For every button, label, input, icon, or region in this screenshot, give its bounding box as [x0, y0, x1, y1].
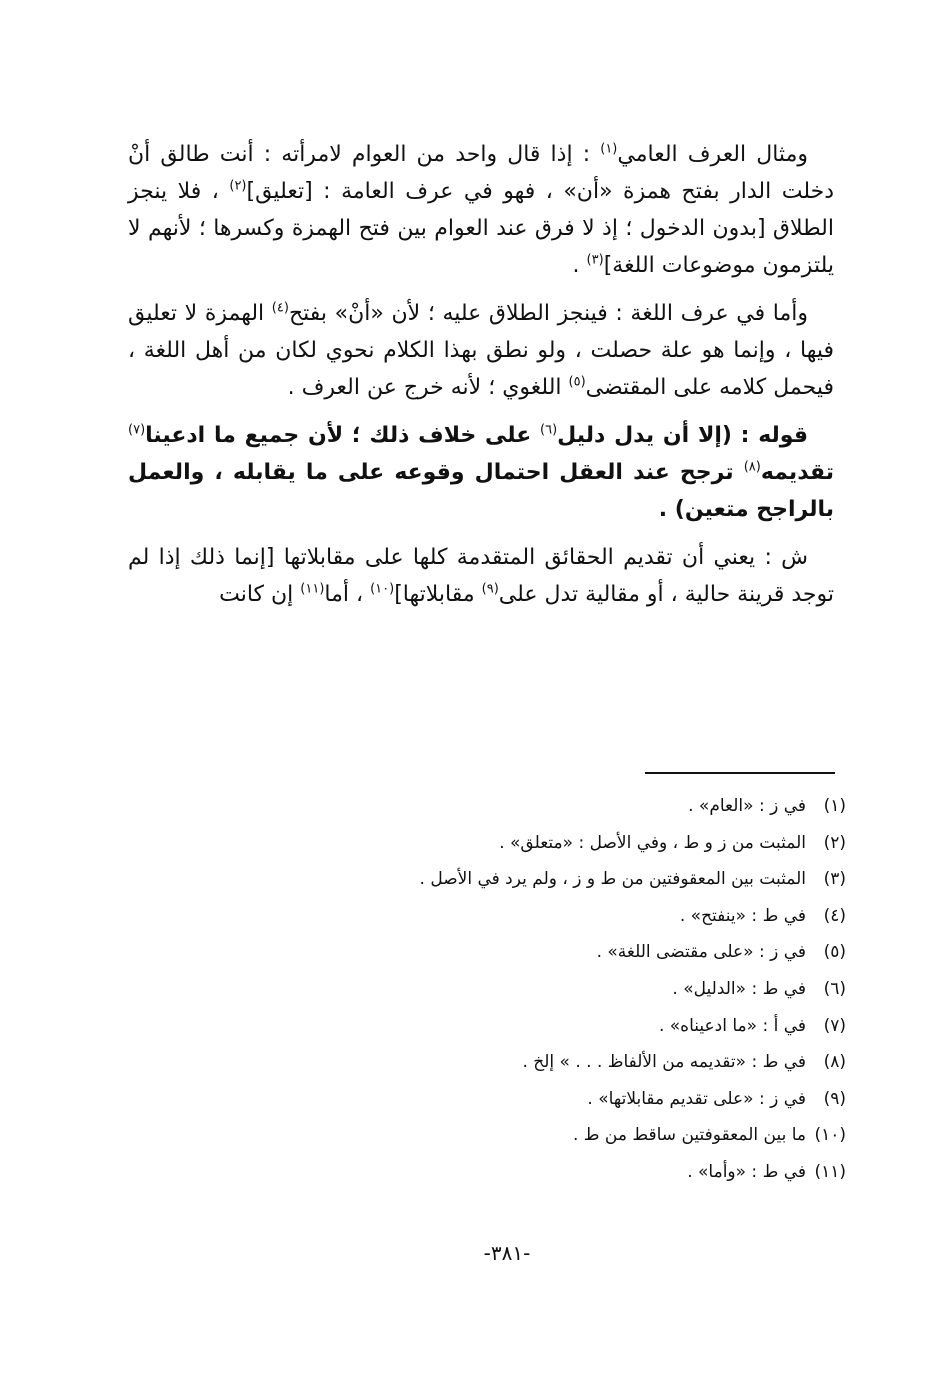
- main-text: [128, 136, 834, 624]
- footnote-marker: (١): [600, 141, 618, 157]
- footnote-marker: (٦): [540, 422, 558, 438]
- footnote-marker: (٧): [128, 422, 146, 438]
- footnote-item: [200, 1154, 846, 1191]
- footnote-text: ما بين المعقوفتين ساقط من ط .: [572, 1125, 806, 1146]
- page-number: -٣٨١-: [483, 1241, 531, 1265]
- text-run: ، أما: [324, 582, 371, 607]
- footnote-marker: (١١): [300, 581, 325, 597]
- text-run: ش : يعني أن تقديم الحقائق المتقدمة كلها على مقابلاتها [إنما ذلك إذا لم توجد قرينة حالية ، أو مقالية تدل على: [128, 545, 834, 607]
- footnote-text: في ز : «على مقتضى اللغة» .: [596, 942, 806, 963]
- footnote-item: [200, 934, 846, 971]
- footnote-text: في ط : «وأما» .: [687, 1161, 806, 1182]
- footnote-marker: (٥): [568, 374, 586, 390]
- footnotes-list: [200, 788, 846, 1191]
- footnote-marker: (٨): [743, 459, 761, 475]
- footnote-text: في ط : «تقديمه من الألفاظ . . . » إلخ .: [522, 1052, 806, 1073]
- footnote-item: [200, 1008, 846, 1045]
- text-run: ومثال العرف العامي: [617, 142, 808, 167]
- text-run: ترجح عند العقل احتمال وقوعه على ما يقابله ، والعمل بالراجح متعين) .: [128, 460, 834, 522]
- text-run: وأما في عرف اللغة : فينجز الطلاق عليه ؛ لأن «أنْ» بفتح: [288, 301, 808, 326]
- text-run: تقديمه: [760, 460, 834, 485]
- footnote-text: في ز : «على تقديم مقابلاتها» .: [587, 1088, 806, 1109]
- text-run: على خلاف ذلك ؛ لأن جميع ما ادعينا: [145, 423, 541, 448]
- footnote-item: [200, 1117, 846, 1154]
- paragraph-1: [128, 136, 834, 284]
- footnote-text: المثبت من ز و ط ، وفي الأصل : «متعلق» .: [499, 832, 806, 853]
- footnote-number: (٩): [823, 1088, 846, 1109]
- text-run: الهمزة لا تعليق فيها ، وإنما هو علة حصلت ، ولو نطق بهذا الكلام نحوي لكان من أهل اللغة ، فيحمل كلامه على المقتضى: [128, 301, 834, 400]
- footnote-number: (٥): [823, 942, 846, 963]
- footnote-item: [200, 861, 846, 898]
- footnote-marker: (٣): [586, 252, 604, 268]
- footnote-text: في ط : «الدليل» .: [672, 978, 806, 999]
- footnote-marker: (٢): [229, 178, 247, 194]
- text-run: قوله : (إلا أن يدل دليل: [557, 423, 808, 448]
- footnote-number: (٦): [823, 978, 846, 999]
- footnote-item: [200, 825, 846, 862]
- footnote-item: [200, 1044, 846, 1081]
- footnote-text: في ز : «العام» .: [688, 796, 806, 816]
- text-run: .: [572, 253, 587, 278]
- footnote-number: (٧): [823, 1015, 846, 1036]
- footnote-marker: (٤): [271, 300, 289, 316]
- text-run: مقابلاتها]: [394, 582, 482, 607]
- paragraph-3-quoted-text: [128, 417, 834, 528]
- text-run: اللغوي ؛ لأنه خرج عن العرف .: [287, 375, 569, 400]
- footnote-number: (١٠): [814, 1125, 846, 1146]
- footnote-number: (٣): [823, 869, 846, 890]
- footnote-item: [200, 898, 846, 935]
- footnote-text: في أ : «ما ادعيناه» .: [658, 1015, 806, 1036]
- footnote-marker: (٩): [481, 581, 499, 597]
- footnote-separator: [645, 772, 835, 774]
- text-run: إن كانت: [219, 582, 301, 607]
- footnote-marker: (١٠): [370, 581, 395, 597]
- text-run: : إذا قال واحد من العوام لامرأته : أنت طالق أنْ دخلت الدار بفتح همزة «أن» ، فهو في عرف العامة : [تعليق]: [128, 142, 835, 204]
- text-run: ، فلا ينجز الطلاق [بدون الدخول ؛ إذ لا فرق عند العوام بين فتح الهمزة وكسرها ؛ لأنهم لا يلتزمون موضوعات اللغة]: [128, 179, 834, 278]
- paragraph-4-commentary: [128, 539, 834, 613]
- footnote-text: المثبت بين المعقوفتين من ط و ز ، ولم يرد في الأصل .: [419, 869, 806, 890]
- footnote-text: في ط : «ينفتح» .: [679, 905, 806, 926]
- footnote-number: (٤): [823, 905, 846, 926]
- footnote-number: (٢): [823, 832, 846, 853]
- footnote-number: (١١): [814, 1161, 846, 1182]
- footnote-item: [200, 971, 846, 1008]
- paragraph-2: [128, 295, 834, 406]
- footnote-number: (١): [823, 796, 846, 816]
- footnote-item: [200, 788, 846, 825]
- footnote-number: (٨): [823, 1052, 846, 1073]
- footnote-item: [200, 1081, 846, 1118]
